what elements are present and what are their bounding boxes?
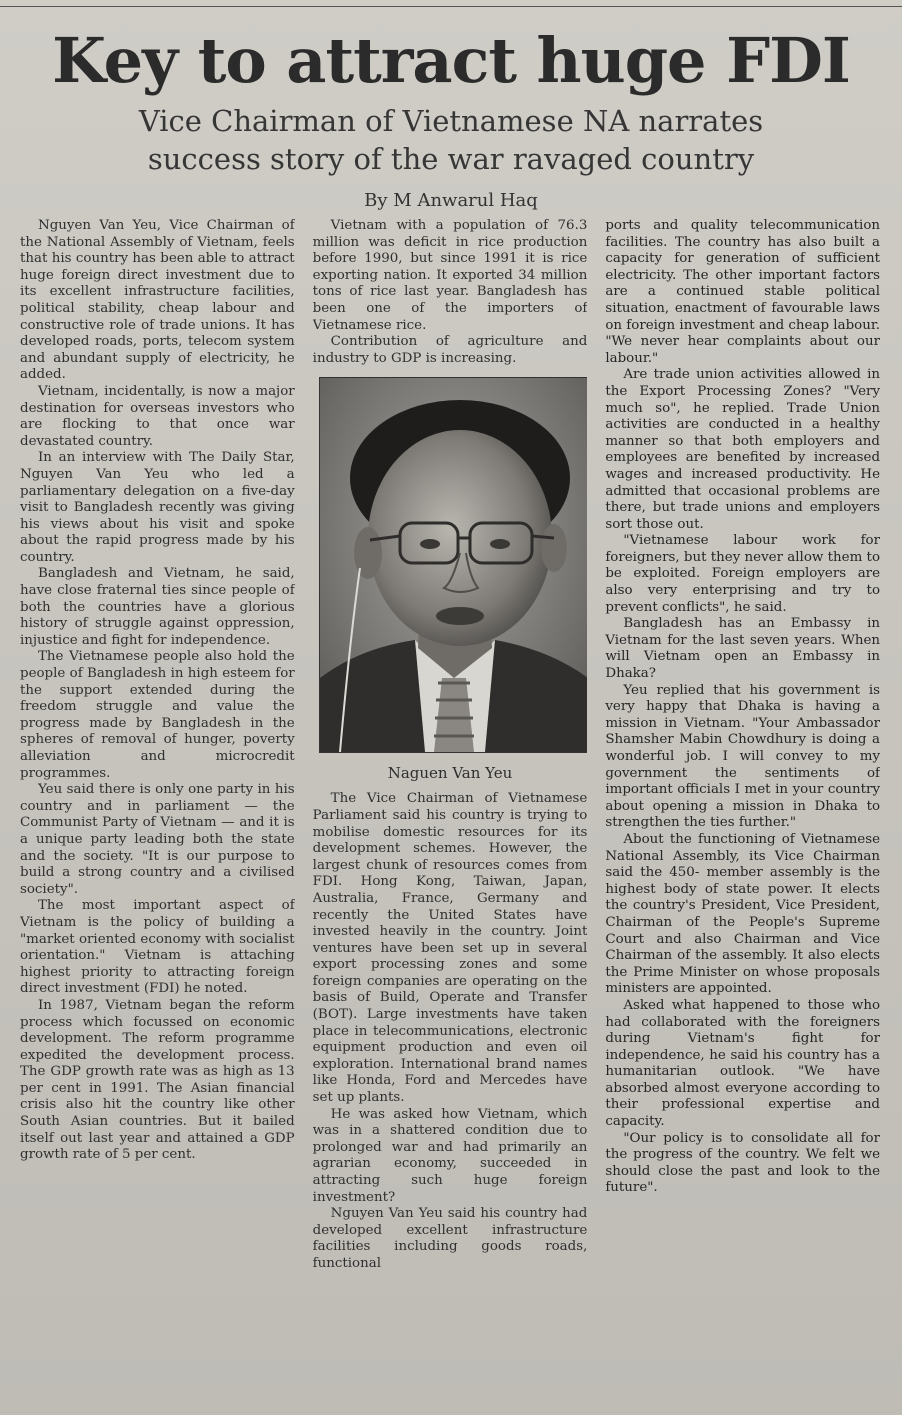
paragraph: Contribution of agriculture and industry to GDP is increasing. (312, 334, 588, 366)
paragraph: "Vietnamese labour work for foreigners, but they never allow them to be exploited. Foreign employers are also very enterprising and try to prevent conflicts", he said. (605, 533, 881, 615)
column-1 (20, 218, 295, 1401)
paragraph: Yeu said there is only one party in his country and in parliament — the Communist Party of Vietnam — and it is a unique party leading both the state and the society. "It is our purpose to build a strong country and a civilised society". (20, 782, 295, 897)
headline: Key to attract huge FDI (52, 24, 850, 97)
paragraph: In 1987, Vietnam began the reform process which focussed on economic development. The reform programme expedited the development process. The GDP growth rate was as high as 13 per cent in 1991. The Asian financial crisis also hit the country like other South Asian countries. But it bailed itself out last year and attained a GDP growth rate of 5 per cent. (20, 997, 295, 1163)
paragraph: Are trade union activities allowed in the Export Processing Zones? "Very much so", he replied. Trade Union activities are conducted in a healthy manner so that both employers and employees are benefited by increased wages and increased productivity. He admitted that occasional problems are there, but trade unions and employers sort those out. (605, 367, 881, 532)
article-body (20, 218, 880, 1401)
paragraph: Asked what happened to those who had collaborated with the foreigners during Vietnam's fight for independence, he said his country has a humanitarian outlook. "We have absorbed almost everyone according to their professional expertise and capacity. (605, 997, 881, 1130)
subhead-line-1: Vice Chairman of Vietnamese NA narrates (138, 104, 764, 138)
paragraph: Nguyen Van Yeu said his country had developed excellent infrastructure facilities including goods roads, functional (312, 1206, 588, 1271)
byline: By M Anwarul Haq (364, 190, 538, 211)
paragraph: In an interview with The Daily Star, Nguyen Van Yeu who led a parliamentary delegation on a five-day visit to Bangladesh recently was giving his views about his visit and spoke about the rapid progress made by his country. (20, 450, 295, 565)
portrait-illustration (320, 378, 588, 752)
photo-caption: Naguen Van Yeu (387, 764, 513, 783)
paragraph: Nguyen Van Yeu, Vice Chairman of the National Assembly of Vietnam, feels that his country has been able to attract huge foreign direct investment due to its excellent infrastructure facilities, political stability, cheap labour and constructive role of trade unions. It has developed roads, ports, telecom system and abundant supply of electricity, he added. (20, 218, 295, 383)
portrait-photo (319, 377, 588, 753)
paragraph: Bangladesh and Vietnam, he said, have close fraternal ties since people of both the countries have a glorious history of struggle against oppression, injustice and fight for independence. (20, 566, 295, 648)
paragraph: The Vice Chairman of Vietnamese Parliament said his country is trying to mobilise domestic resources for its development schemes. However, the largest chunk of resources comes from FDI. Hong Kong, Taiwan, Japan, Australia, France, Germany and recently the United States have invested heavily in the country. Joint ventures have been set up in several export processing zones and some foreign companies are operating on the basis of Build, Operate and Transfer (BOT). Large investments have taken place in telecommunications, electronic equipment production and even oil exploration. International brand names like Honda, Ford and Mercedes have set up plants. (312, 791, 588, 1106)
paragraph: About the functioning of Vietnamese National Assembly, its Vice Chairman said the 450- member assembly is the highest body of state power. It elects the country's President, Vice President, Chairman of the People's Supreme Court and also Chairman and Vice Chairman of the assembly. It also elects the Prime Minister on whose proposals ministers are appointed. (605, 831, 881, 997)
column-2-bottom (313, 791, 588, 1272)
subhead (14, 102, 888, 178)
paragraph: Vietnam, incidentally, is now a major destination for overseas investors who are flocking to that once war devastated country. (20, 383, 295, 449)
subhead-line-2: success story of the war ravaged country (147, 142, 755, 176)
paragraph: The most important aspect of Vietnam is the policy of building a "market oriented economy with socialist orientation." Vietnam is attaching highest priority to attracting foreign direct investment (FDI) he noted. (20, 898, 295, 997)
paragraph: Yeu replied that his government is very happy that Dhaka is having a mission in Vietnam. "Your Ambassador Shamsher Mabin Chowdhury is doing a wonderful job. I will convey to my government the sentiments of important officials I met in your country about opening a mission in Dhaka to strengthen the ties further." (605, 682, 881, 831)
paragraph: "Our policy is to consolidate all for the progress of the country. We felt we should close the past and look to the future". (605, 1130, 881, 1196)
paragraph: ports and quality telecommunication facilities. The country has also built a capacity for generation of sufficient electricity. The other important factors are a continued stable political situation, enactment of favourable laws on foreign investment and cheap labour. "We never hear complaints about our labour." (605, 218, 881, 366)
paragraph: He was asked how Vietnam, which was in a shattered condition due to prolonged war and had primarily an agrarian economy, succeeded in attracting such huge foreign investment? (312, 1106, 588, 1205)
paragraph: Vietnam with a population of 76.3 million was deficit in rice production before 1990, but since 1991 it is rice exporting nation. It exported 34 million tons of rice last year. Bangladesh has been one of the importers of Vietnamese rice. (312, 218, 588, 333)
paragraph: The Vietnamese people also hold the people of Bangladesh in high esteem for the support extended during the freedom struggle and value the progress made by Bangladesh in the spheres of removal of hunger, poverty alleviation and microcredit programmes. (20, 649, 295, 781)
column-3 (605, 218, 880, 1401)
paragraph: Bangladesh has an Embassy in Vietnam for the last seven years. When will Vietnam open an Embassy in Dhaka? (605, 616, 881, 682)
column-2-top (313, 218, 588, 367)
top-rule (0, 6, 902, 7)
column-2 (313, 218, 588, 1401)
